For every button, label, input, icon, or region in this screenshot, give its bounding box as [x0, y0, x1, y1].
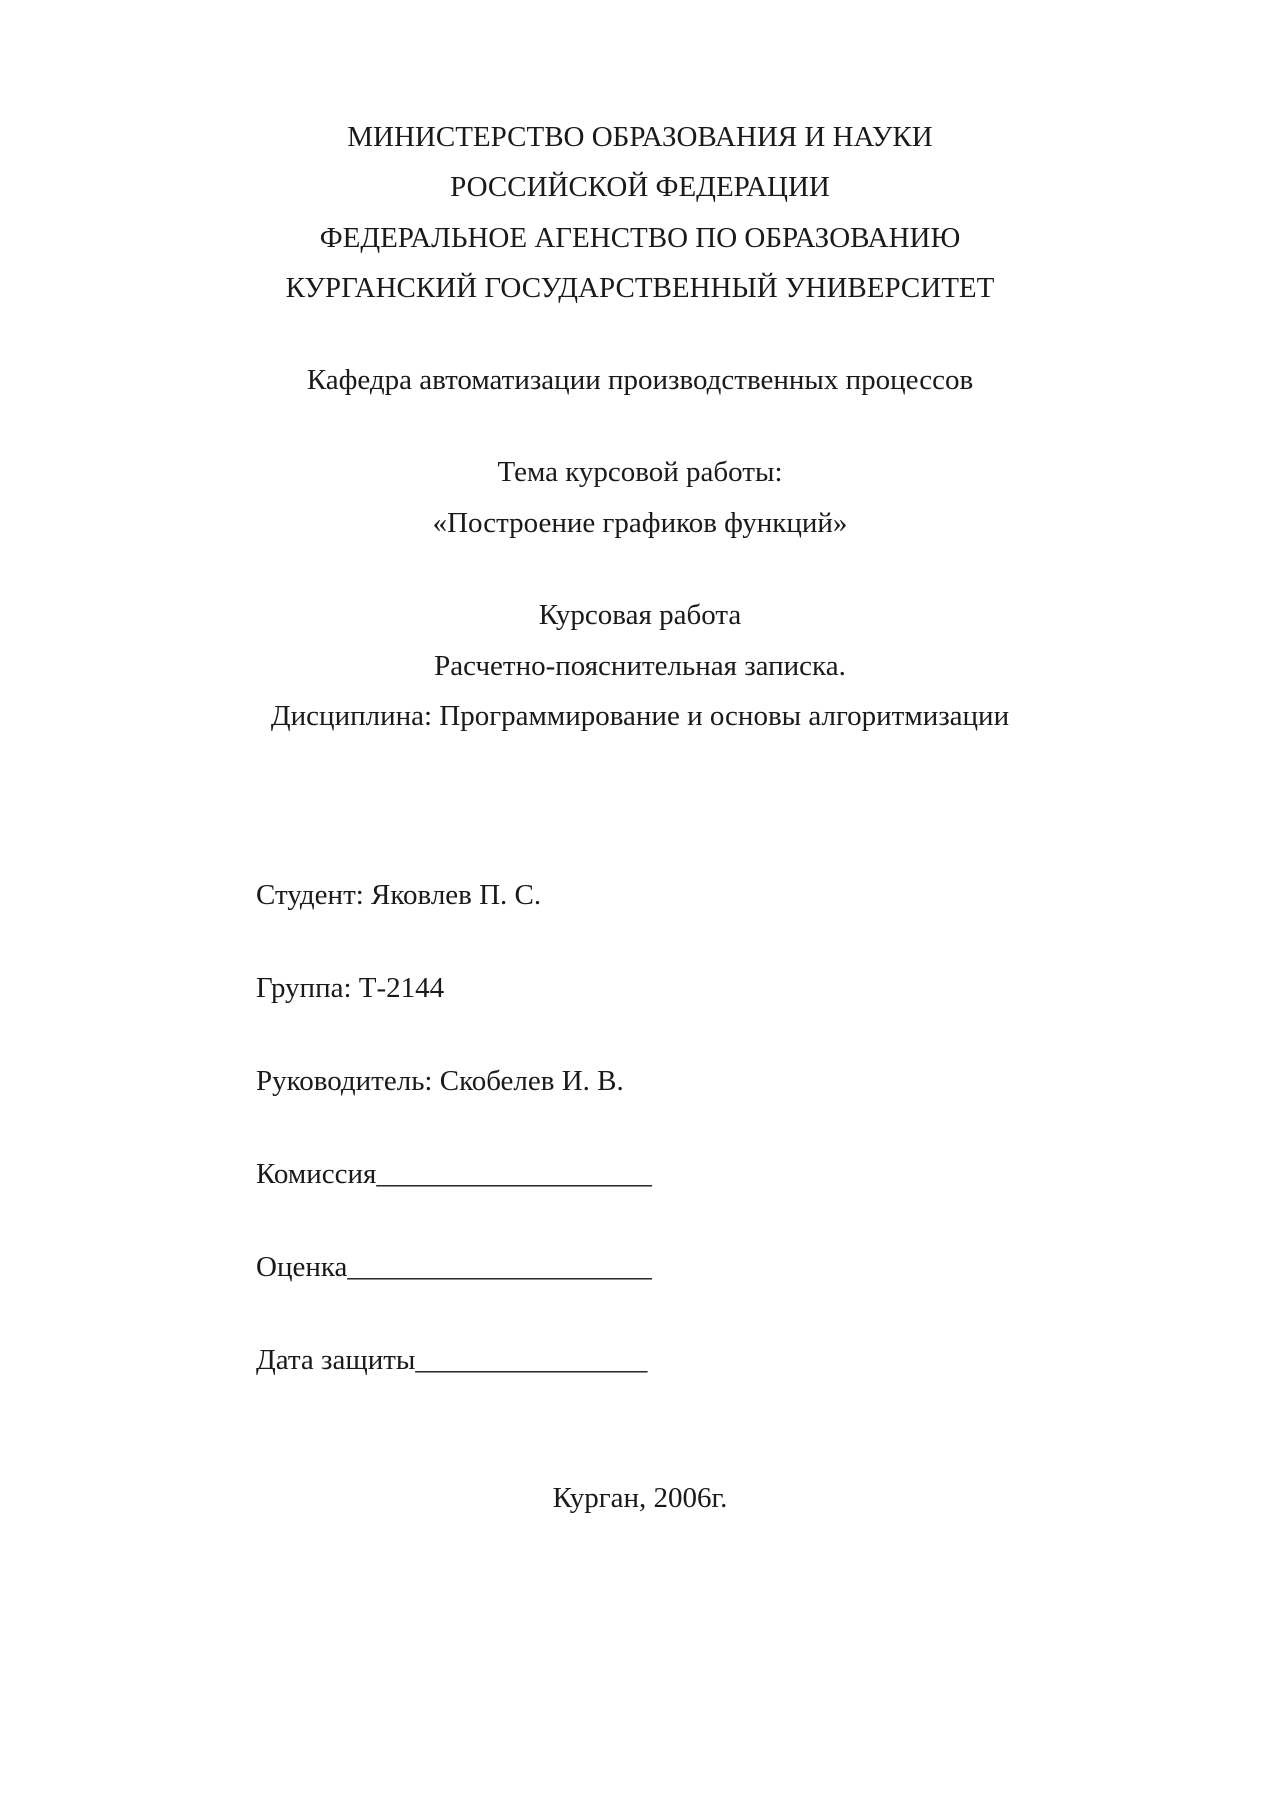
group-line: Группа: Т-2144	[256, 972, 445, 1004]
work-subtitle: Расчетно-пояснительная записка.	[434, 650, 846, 682]
department-line: Кафедра автоматизации производственных процессов	[306, 364, 974, 396]
topic-title: «Построение графиков функций»	[432, 507, 848, 539]
place-year-line: Курган, 2006г.	[552, 1482, 728, 1514]
agency-line: ФЕДЕРАЛЬНОЕ АГЕНСТВО ПО ОБРАЗОВАНИЮ	[319, 222, 961, 254]
university-line: КУРГАНСКИЙ ГОСУДАРСТВЕННЫЙ УНИВЕРСИТЕТ	[285, 272, 995, 304]
commission-line: Комиссия___________________	[256, 1158, 652, 1190]
work-type: Курсовая работа	[538, 599, 742, 631]
supervisor-line: Руководитель: Скобелев И. В.	[256, 1065, 624, 1097]
topic-label: Тема курсовой работы:	[497, 456, 783, 488]
ministry-line-1: МИНИСТЕРСТВО ОБРАЗОВАНИЯ И НАУКИ	[347, 121, 933, 153]
grade-line: Оценка_____________________	[256, 1251, 652, 1283]
discipline-line: Дисциплина: Программирование и основы алгоритмизации	[270, 700, 1010, 732]
defense-date-line: Дата защиты________________	[256, 1344, 648, 1376]
student-line: Студент: Яковлев П. С.	[256, 879, 542, 911]
ministry-line-2: РОССИЙСКОЙ ФЕДЕРАЦИИ	[450, 171, 830, 203]
